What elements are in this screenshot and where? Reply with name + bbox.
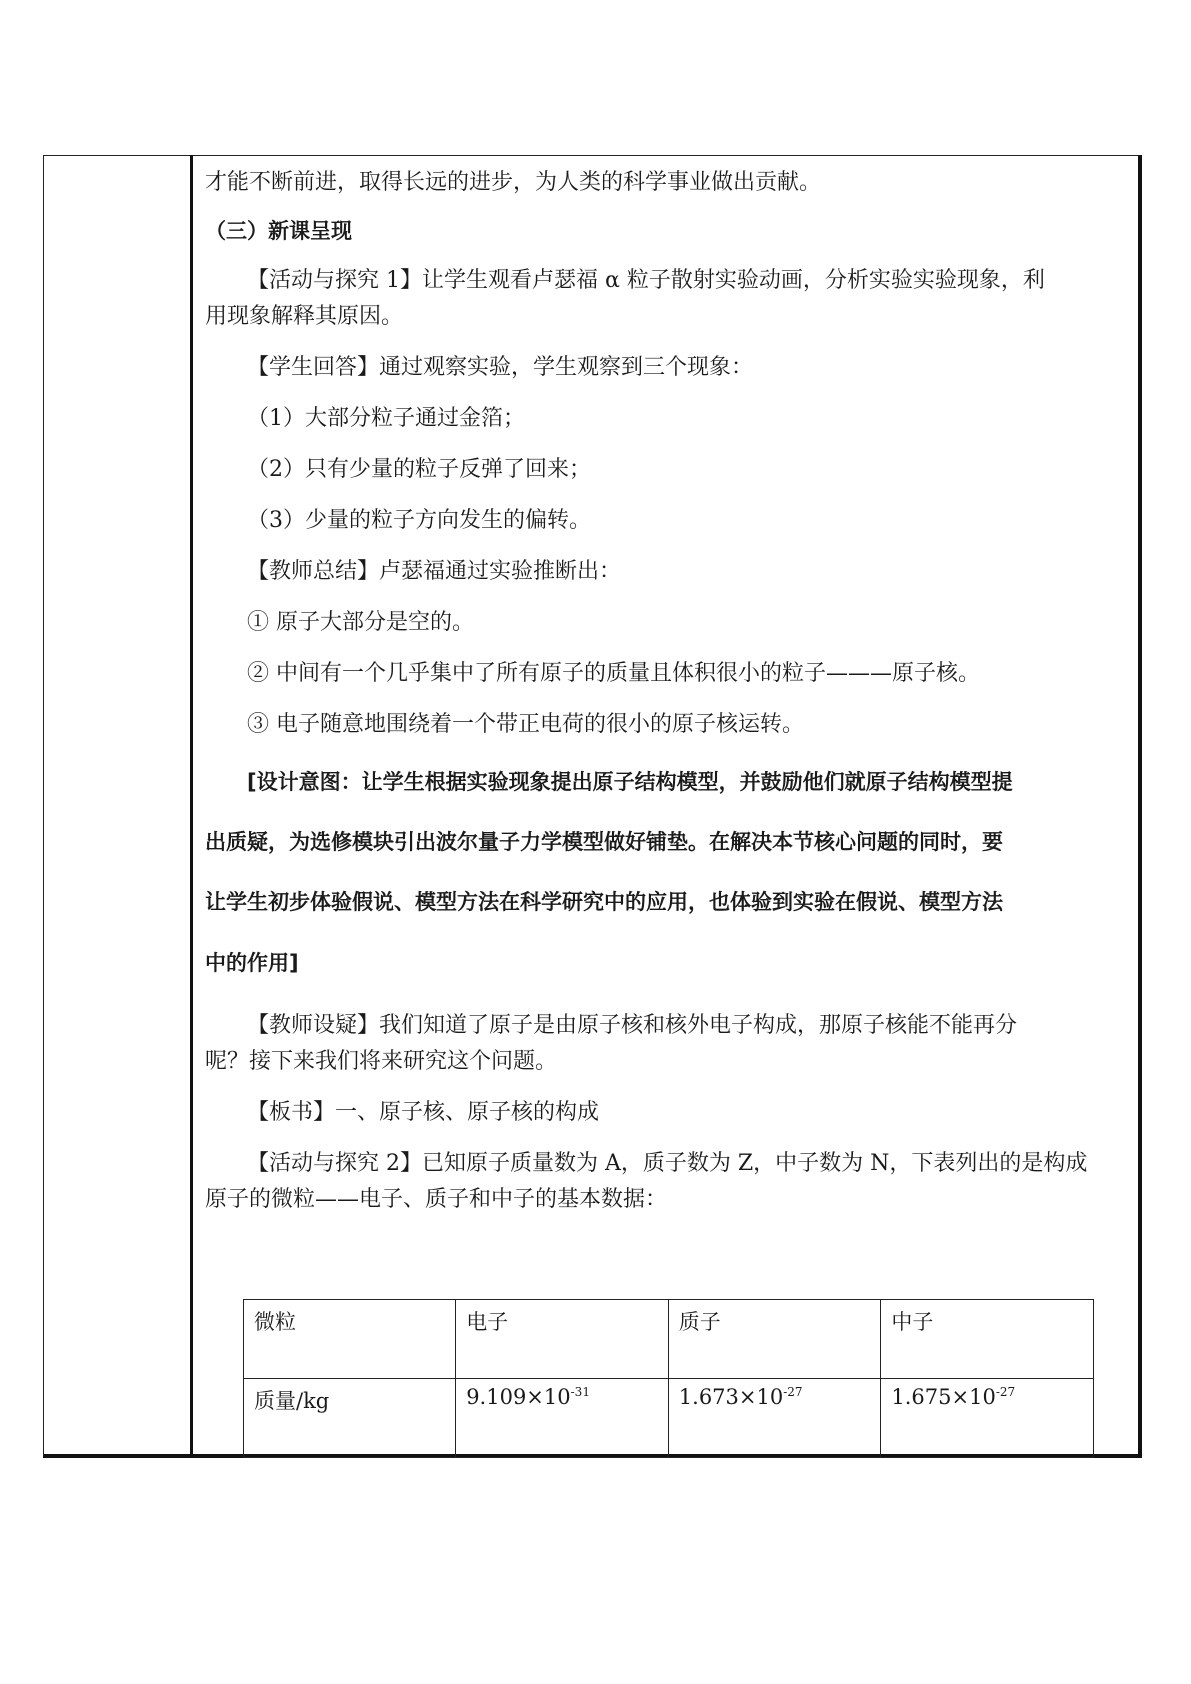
observation-1: （1）大部分粒子通过金箔；: [247, 406, 525, 431]
observation-3: （3）少量的粒子方向发生的偏转。: [247, 508, 591, 533]
activity-1-line2: 用现象解释其原因。: [205, 304, 404, 329]
electron-mass: $9.109\times 10^{-31}$: [456, 1379, 669, 1458]
activity-2-line2: 原子的微粒——电子、质子和中子的基本数据：: [205, 1187, 668, 1212]
conclusion-2: ② 中间有一个几乎集中了所有原子的质量且体积很小的粒子———原子核。: [247, 661, 980, 686]
design-intent-line1: [设计意图：让学生根据实验现象提出原子结构模型，并鼓励他们就原子结构模型提: [247, 770, 1013, 794]
table-header-cell: 质子: [668, 1300, 881, 1379]
column-divider: [190, 155, 193, 1458]
teacher-question-line1: 【教师设疑】我们知道了原子是由原子核和核外电子构成，那原子核能不能再分: [247, 1013, 1018, 1038]
neutron-mass: $1.675\times 10^{-27}$: [881, 1379, 1094, 1458]
teacher-summary: 【教师总结】卢瑟福通过实验推断出：: [247, 559, 622, 584]
proton-mass: $1.673\times 10^{-27}$: [668, 1379, 881, 1458]
design-intent-line2: 出质疑，为选修模块引出波尔量子力学模型做好铺垫。在解决本节核心问题的同时，要: [205, 830, 1003, 854]
particle-data-table: [243, 1299, 1094, 1458]
text-line: 才能不断前进，取得长远的进步，为人类的科学事业做出贡献。: [205, 170, 822, 195]
activity-2-line1: 【活动与探究 2】已知原子质量数为 A，质子数为 Z，中子数为 N，下表列出的是构成: [247, 1151, 1088, 1176]
teacher-question-line2: 呢？接下来我们将来研究这个问题。: [205, 1049, 558, 1074]
table-header-cell: 微粒: [244, 1300, 456, 1379]
table-header-cell: 电子: [456, 1300, 669, 1379]
blackboard-note: 【板书】一、原子核、原子核的构成: [247, 1100, 600, 1125]
student-answer: 【学生回答】通过观察实验，学生观察到三个现象：: [247, 355, 754, 380]
conclusion-1: ① 原子大部分是空的。: [247, 610, 474, 635]
observation-2: （2）只有少量的粒子反弹了回来；: [247, 457, 591, 482]
conclusion-3: ③ 电子随意地围绕着一个带正电荷的很小的原子核运转。: [247, 712, 804, 737]
activity-1-line1: 【活动与探究 1】让学生观看卢瑟福 α 粒子散射实验动画，分析实验实验现象，利: [247, 268, 1045, 293]
table-header-cell: 中子: [881, 1300, 1094, 1379]
design-intent-line3: 让学生初步体验假说、模型方法在科学研究中的应用，也体验到实验在假说、模型方法: [205, 890, 1003, 914]
row-label-mass: 质量/kg: [244, 1379, 456, 1458]
design-intent-line4: 中的作用]: [205, 951, 299, 975]
table-header-row: [244, 1300, 1094, 1379]
table-row: [244, 1379, 1094, 1458]
section-heading: （三）新课呈现: [205, 219, 352, 243]
